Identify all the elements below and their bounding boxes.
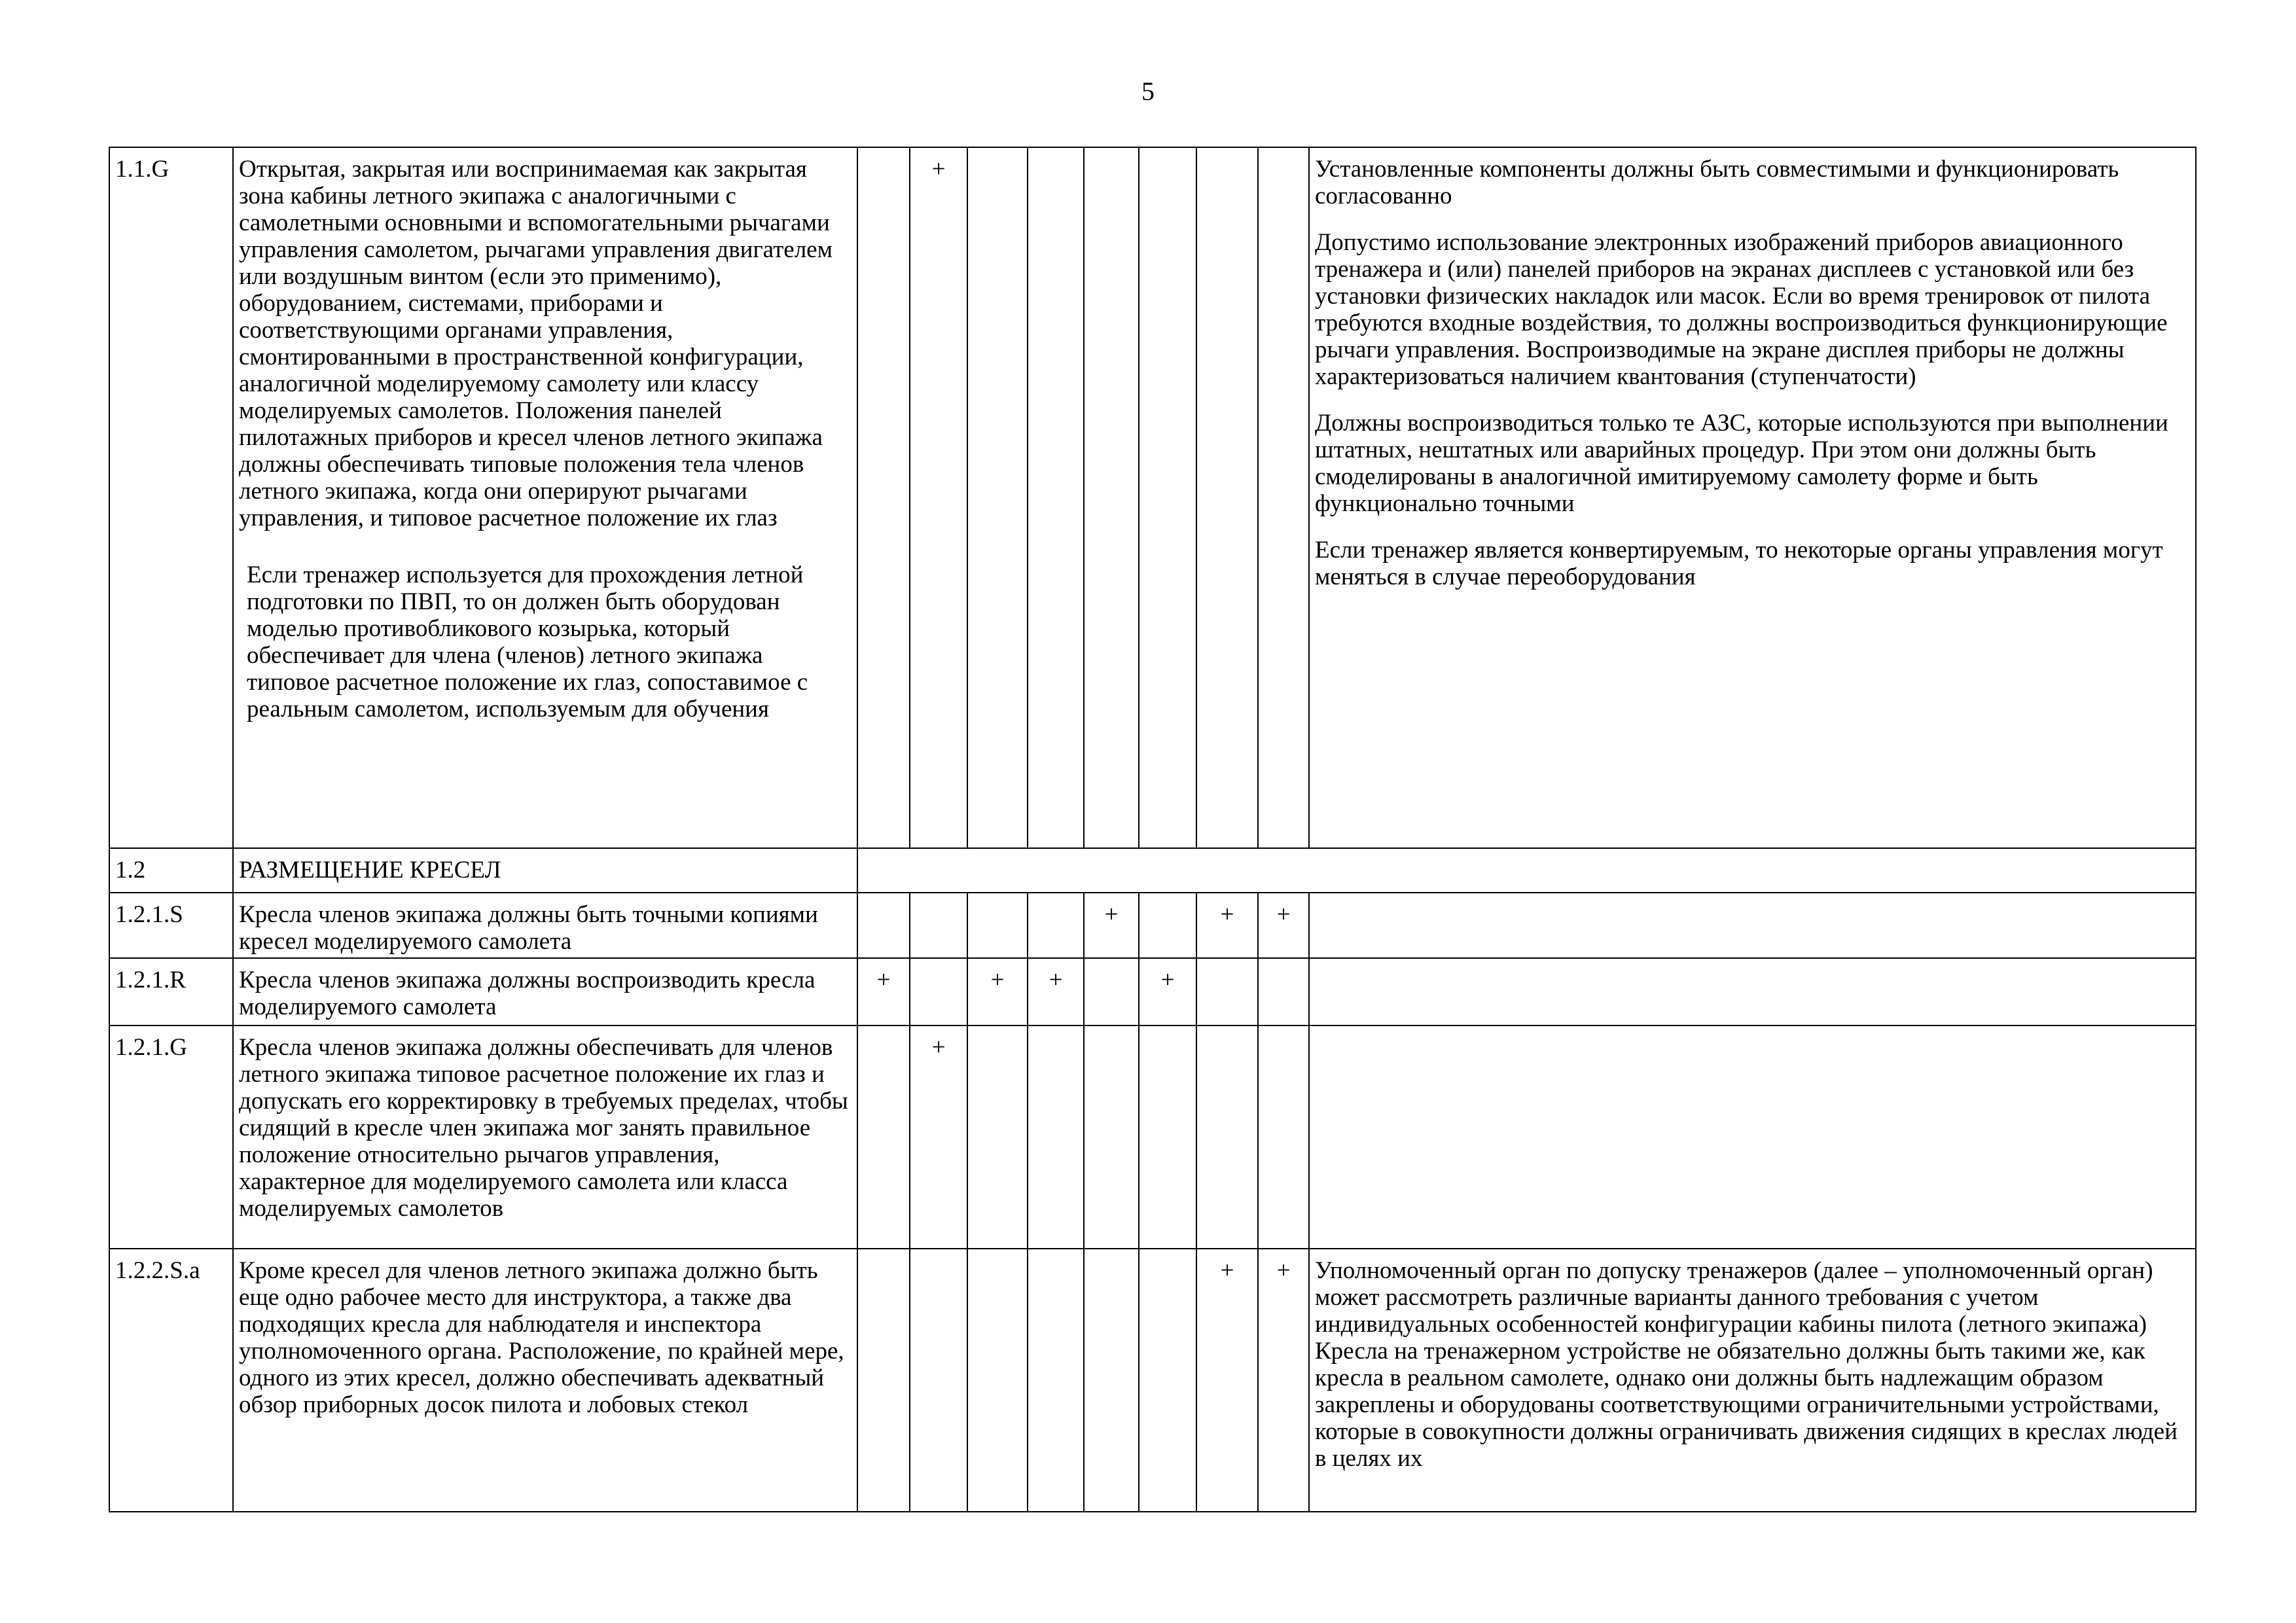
mark-cell: + <box>857 958 910 1026</box>
mark-cell <box>910 893 967 958</box>
mark-cell: + <box>910 147 967 848</box>
mark-cell <box>1084 147 1139 848</box>
mark-cell <box>1139 893 1196 958</box>
mark-cell <box>967 1026 1028 1249</box>
notes-cell <box>1309 958 2196 1026</box>
mark-cell <box>1084 958 1139 1026</box>
requirement-cell <box>233 893 857 958</box>
note-paragraph: Допустимо использование электронных изображений приборов авиационного тренажера и (или) панелей приборов на экранах дисплеев с установкой или без установки физических накладок или масок. Если во время тренировок от пилота требуются входные воздействия, то должны воспроизводиться функционирующие рычаги управления. Воспроизводимые на экране дисплея приборы не должны характеризоваться наличием квантования (ступенчатости) <box>1315 229 2168 390</box>
mark-cell <box>1084 1249 1139 1512</box>
mark-cell <box>1084 1026 1139 1249</box>
mark-cell: + <box>1139 958 1196 1026</box>
row-code: 1.1.G <box>109 147 233 848</box>
mark-cell <box>910 958 967 1026</box>
mark-cell <box>1028 893 1084 958</box>
mark-cell <box>1139 147 1196 848</box>
mark-cell <box>857 1249 910 1512</box>
notes-cell <box>1309 1249 2196 1512</box>
requirement-paragraph: Кроме кресел для членов летного экипажа должно быть еще одно рабочее место для инструктора, а также два подходящих кресла для наблюдателя и инспектора уполномоченного органа. Расположение, по крайней мере, одного из этих кресел, должно обеспечивать адекватный обзор приборных досок пилота и лобовых стекол <box>239 1257 844 1418</box>
mark-cell: + <box>1028 958 1084 1026</box>
mark-cell <box>1028 1249 1084 1512</box>
requirement-paragraph: Открытая, закрытая или воспринимаемая как закрытая зона кабины летного экипажа с аналогичными с самолетными основными и вспомогательными рычагами управления самолетом, рычагами управления двигателем или воздушным винтом (если это применимо), оборудованием, системами, приборами и соответствующими органами управления, смонтированными в пространственной конфигурации, аналогичной моделируемому самолету или классу моделируемых самолетов. Положения панелей пилотажных приборов и кресел членов летного экипажа должны обеспечивать типовые положения тела членов летного экипажа, когда они оперируют рычагами управления, и типовое расчетное положение их глаз <box>239 156 833 531</box>
table-row-1-2-2-s-a <box>109 1249 2196 1512</box>
mark-cell <box>1258 1026 1309 1249</box>
table-row-1-1-g <box>109 147 2196 848</box>
mark-cell <box>1258 958 1309 1026</box>
mark-cell: + <box>1258 893 1309 958</box>
mark-cell <box>967 1249 1028 1512</box>
mark-cell <box>857 1026 910 1249</box>
mark-cell <box>1196 147 1258 848</box>
note-paragraph: Должны воспроизводиться только те АЗС, которые используются при выполнении штатных, нештатных или аварийных процедур. При этом они должны быть смоделированы в аналогичной имитируемому самолету форме и быть функционально точными <box>1315 410 2168 517</box>
row-code: 1.2.2.S.a <box>109 1249 233 1512</box>
mark-cell: + <box>910 1026 967 1249</box>
note-paragraph: Уполномоченный орган по допуску тренажеров (далее – уполномоченный орган) может рассмотреть различные варианты данного требования с учетом индивидуальных особенностей конфигурации кабины пилота (летного экипажа) <box>1315 1257 2153 1338</box>
mark-cell <box>1139 1026 1196 1249</box>
requirement-cell <box>233 1026 857 1249</box>
page-number: 5 <box>1141 77 1155 106</box>
requirement-paragraph: Если тренажер используется для прохождения летной подготовки по ПВП, то он должен быть оборудован моделью противобликового козырька, который обеспечивает для члена (членов) летного экипажа типовое расчетное положение их глаз, сопоставимое с реальным самолетом, используемым для обучения <box>247 562 808 722</box>
mark-cell <box>967 893 1028 958</box>
mark-cell <box>1258 147 1309 848</box>
note-paragraph: Если тренажер является конвертируемым, то некоторые органы управления могут меняться в случае переоборудования <box>1315 537 2163 590</box>
note-paragraph: Кресла на тренажерном устройстве не обязательно должны быть такими же, как кресла в реальном самолете, однако они должны быть надлежащим образом закреплены и оборудованы соответствующими ограничительными устройствами, которые в совокупности должны ограничивать движения сидящих в креслах людей в целях их <box>1315 1338 2178 1472</box>
mark-cell <box>1028 147 1084 848</box>
mark-cell <box>1139 1249 1196 1512</box>
table-row-1-2-1-r <box>109 958 2196 1026</box>
table-row-1-2-1-g <box>109 1026 2196 1249</box>
requirement-paragraph: Кресла членов экипажа должны воспроизводить кресла моделируемого самолета <box>239 967 816 1020</box>
notes-cell <box>1309 893 2196 958</box>
row-code: 1.2.1.R <box>109 958 233 1026</box>
mark-cell: + <box>1258 1249 1309 1512</box>
section-title: РАЗМЕЩЕНИЕ КРЕСЕЛ <box>233 848 857 893</box>
table-row-1-2-1-s <box>109 893 2196 958</box>
mark-cell <box>967 147 1028 848</box>
mark-cell: + <box>1196 1249 1258 1512</box>
requirements-table <box>109 147 2197 1512</box>
notes-cell <box>1309 1026 2196 1249</box>
table-row-1-2-section <box>109 848 2196 893</box>
mark-cell <box>1196 958 1258 1026</box>
requirement-paragraph: Кресла членов экипажа должны быть точными копиями кресел моделируемого самолета <box>239 901 818 955</box>
mark-cell <box>857 147 910 848</box>
row-code: 1.2.1.G <box>109 1026 233 1249</box>
row-code: 1.2 <box>109 848 233 893</box>
mark-cell: + <box>967 958 1028 1026</box>
mark-cell: + <box>1196 893 1258 958</box>
mark-cell <box>1028 1026 1084 1249</box>
mark-cell <box>910 1249 967 1512</box>
mark-cell: + <box>1084 893 1139 958</box>
mark-cell <box>857 893 910 958</box>
note-paragraph: Установленные компоненты должны быть совместимыми и функционировать согласованно <box>1315 156 2119 209</box>
requirement-cell <box>233 1249 857 1512</box>
section-empty-cell <box>857 848 2196 893</box>
mark-cell <box>1196 1026 1258 1249</box>
notes-cell <box>1309 147 2196 848</box>
requirement-cell <box>233 958 857 1026</box>
requirement-paragraph: Кресла членов экипажа должны обеспечивать для членов летного экипажа типовое расчетное положение их глаз и допускать его корректировку в требуемых пределах, чтобы сидящий в кресле член экипажа мог занять правильное положение относительно рычагов управления, характерное для моделируемого самолета или класса моделируемых самолетов <box>239 1034 848 1222</box>
row-code: 1.2.1.S <box>109 893 233 958</box>
requirement-cell <box>233 147 857 848</box>
